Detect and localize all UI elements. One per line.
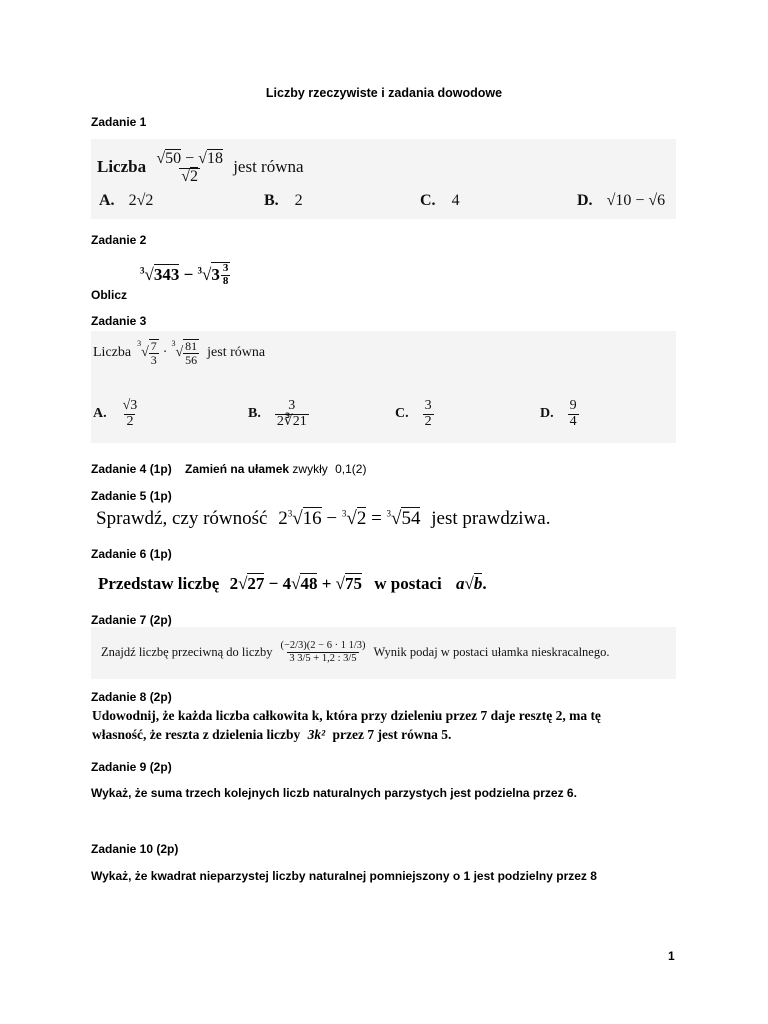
task-3-option-b-num: 3 (288, 398, 296, 413)
task-6-r1: 27 (247, 574, 265, 593)
task-6-mid: w postaci (374, 574, 442, 593)
task-7-numerator: (−2/3)(2 − 6 · 1 1/3) (280, 640, 366, 652)
task-3-option-c-num: 3 (424, 398, 432, 413)
task-1-option-b-value: 2 (294, 192, 303, 209)
task-9-text: Wykaż, że suma trzech kolejnych liczb naturalnych parzystych jest podzielna przez 6. (91, 786, 577, 800)
task-1-label: Zadanie 1 (91, 115, 147, 129)
task-7-image (91, 627, 676, 679)
task-1-den: 2 (190, 167, 199, 185)
task-8-line1: Udowodnij, że każda liczba całkowita k, która przy dzieleniu przez 7 daje resztę 2, ma tę (92, 708, 601, 723)
task-5-post: jest prawdziwa. (431, 508, 551, 529)
task-1-option-d-letter: D. (577, 192, 593, 209)
task-5-r2: 2 (356, 508, 367, 529)
task-5-pre: Sprawdź, czy równość (96, 508, 268, 529)
task-4-row (91, 462, 366, 476)
task-1-option-a-value: 2√2 (128, 192, 154, 209)
task-3-f2-num: 81 (185, 339, 198, 353)
task-2-expression: $^3$√343 − $^3$√ 3 $\frac{3}{8}$ (140, 262, 229, 287)
task-2-oblicz: Oblicz (91, 288, 128, 302)
task-3-f2-den: 56 (185, 352, 198, 367)
task-2-rad2-whole: 3 (211, 265, 220, 285)
task-3-option-d-letter: D. (540, 406, 554, 422)
page-number: 1 (668, 949, 675, 963)
task-6-label: Zadanie 6 (1p) (91, 547, 172, 561)
task-3-option-d-num: 9 (569, 398, 577, 413)
task-6-form-b: b (473, 574, 483, 593)
task-3-option-c-letter: C. (395, 406, 409, 422)
task-8-line2-pre: własność, że reszta z dzielenia liczby (92, 727, 301, 742)
task-6-r2: 48 (300, 574, 318, 593)
task-2-rad2-den: 8 (222, 274, 229, 287)
task-6-pre: Przedstaw liczbę (98, 574, 220, 593)
task-1-option-c-value: 4 (451, 192, 460, 209)
task-5-coef: 2 (278, 508, 288, 529)
task-7-denominator: 3 3/5 + 1,2 : 3/5 (289, 652, 357, 664)
page-title: Liczby rzeczywiste i zadania dowodowe (265, 86, 503, 100)
task-1-image (91, 139, 676, 219)
task-1-option-d-value: √10 − √6 (606, 192, 666, 209)
task-3-prompt-post: jest równa (207, 344, 266, 360)
task-9-label: Zadanie 9 (2p) (91, 760, 172, 774)
task-8-expr: 3k² (307, 727, 326, 742)
task-3-option-c-den: 2 (424, 413, 432, 429)
task-2-label: Zadanie 2 (91, 233, 147, 247)
task-3-option-b-letter: B. (248, 406, 261, 422)
task-2-rad1: 343 (153, 265, 180, 285)
task-5-r3: 54 (401, 508, 421, 529)
task-10-label: Zadanie 10 (2p) (91, 842, 179, 856)
task-5-label: Zadanie 5 (1p) (91, 489, 172, 503)
task-7-pre: Znajdź liczbę przeciwną do liczby (101, 644, 273, 659)
task-7-post: Wynik podaj w postaci ułamka nieskracalnego. (373, 644, 610, 659)
task-5-expression: Sprawdź, czy równość $2^3√16 - ^3√2 = ^3√54$ jest prawdziwa. (96, 508, 551, 529)
task-3-option-a-letter: A. (93, 406, 107, 422)
task-1-fraction: $\frac{√50 - √18}{√2}$ (156, 150, 223, 185)
task-3-prompt-pre: Liczba (93, 344, 132, 360)
task-2-rad2-num: 3 (222, 262, 229, 274)
task-6-c2: 4 (282, 574, 292, 593)
task-1-prompt-pre: Liczba (97, 157, 147, 177)
task-4-text-bold: Zamień na ułamek (185, 462, 290, 476)
task-5-r1: 16 (302, 508, 322, 529)
task-6-expression: Przedstaw liczbę 2√27 − 4√48 + √75 w postaci a√b. (98, 574, 487, 593)
task-1-option-b-letter: B. (264, 192, 279, 209)
task-8-label: Zadanie 8 (2p) (91, 690, 172, 704)
task-3-option-d-den: 4 (569, 413, 577, 429)
task-3-f1-num: 7 (150, 339, 157, 353)
task-3-image: Liczba 3 √ $\frac{7}{3}$ · 3 √ $\frac{81}{56}$ jest równa A. $\frac{√3}{2}$ B. $\frac{3}{2∛21}$ C. $\frac{3}{2}$ D. $\frac{9}{4}$ (91, 331, 676, 443)
task-6-c1: 2 (229, 574, 239, 593)
task-7-label: Zadanie 7 (2p) (91, 613, 172, 627)
task-8-line2-post: przez 7 jest równa 5. (332, 727, 452, 742)
task-1-num-a: 50 (165, 150, 182, 167)
task-4-text-normal: zwykły (292, 462, 328, 476)
task-3-option-a-den: 2 (126, 413, 134, 429)
task-3-option-a-num: √3 (122, 398, 138, 413)
task-6-r3: 75 (344, 574, 362, 593)
task-1-option-a-letter: A. (99, 192, 115, 209)
task-1-num-b: 18 (206, 150, 223, 167)
task-3-option-b-den: 2∛21 (276, 413, 307, 429)
task-4-value: 0,1(2) (335, 462, 367, 476)
task-8-line2 (92, 727, 451, 743)
task-1-prompt-post: jest równa (233, 157, 304, 177)
task-6-form-a: a (456, 574, 465, 593)
task-1-option-c-letter: C. (420, 192, 436, 209)
task-10-text: Wykaż, że kwadrat nieparzystej liczby naturalnej pomniejszony o 1 jest podzielny przez 8 (91, 869, 597, 883)
task-3-label: Zadanie 3 (91, 314, 147, 328)
task-3-f1-den: 3 (150, 352, 157, 367)
task-4-label: Zadanie 4 (1p) (91, 462, 172, 476)
